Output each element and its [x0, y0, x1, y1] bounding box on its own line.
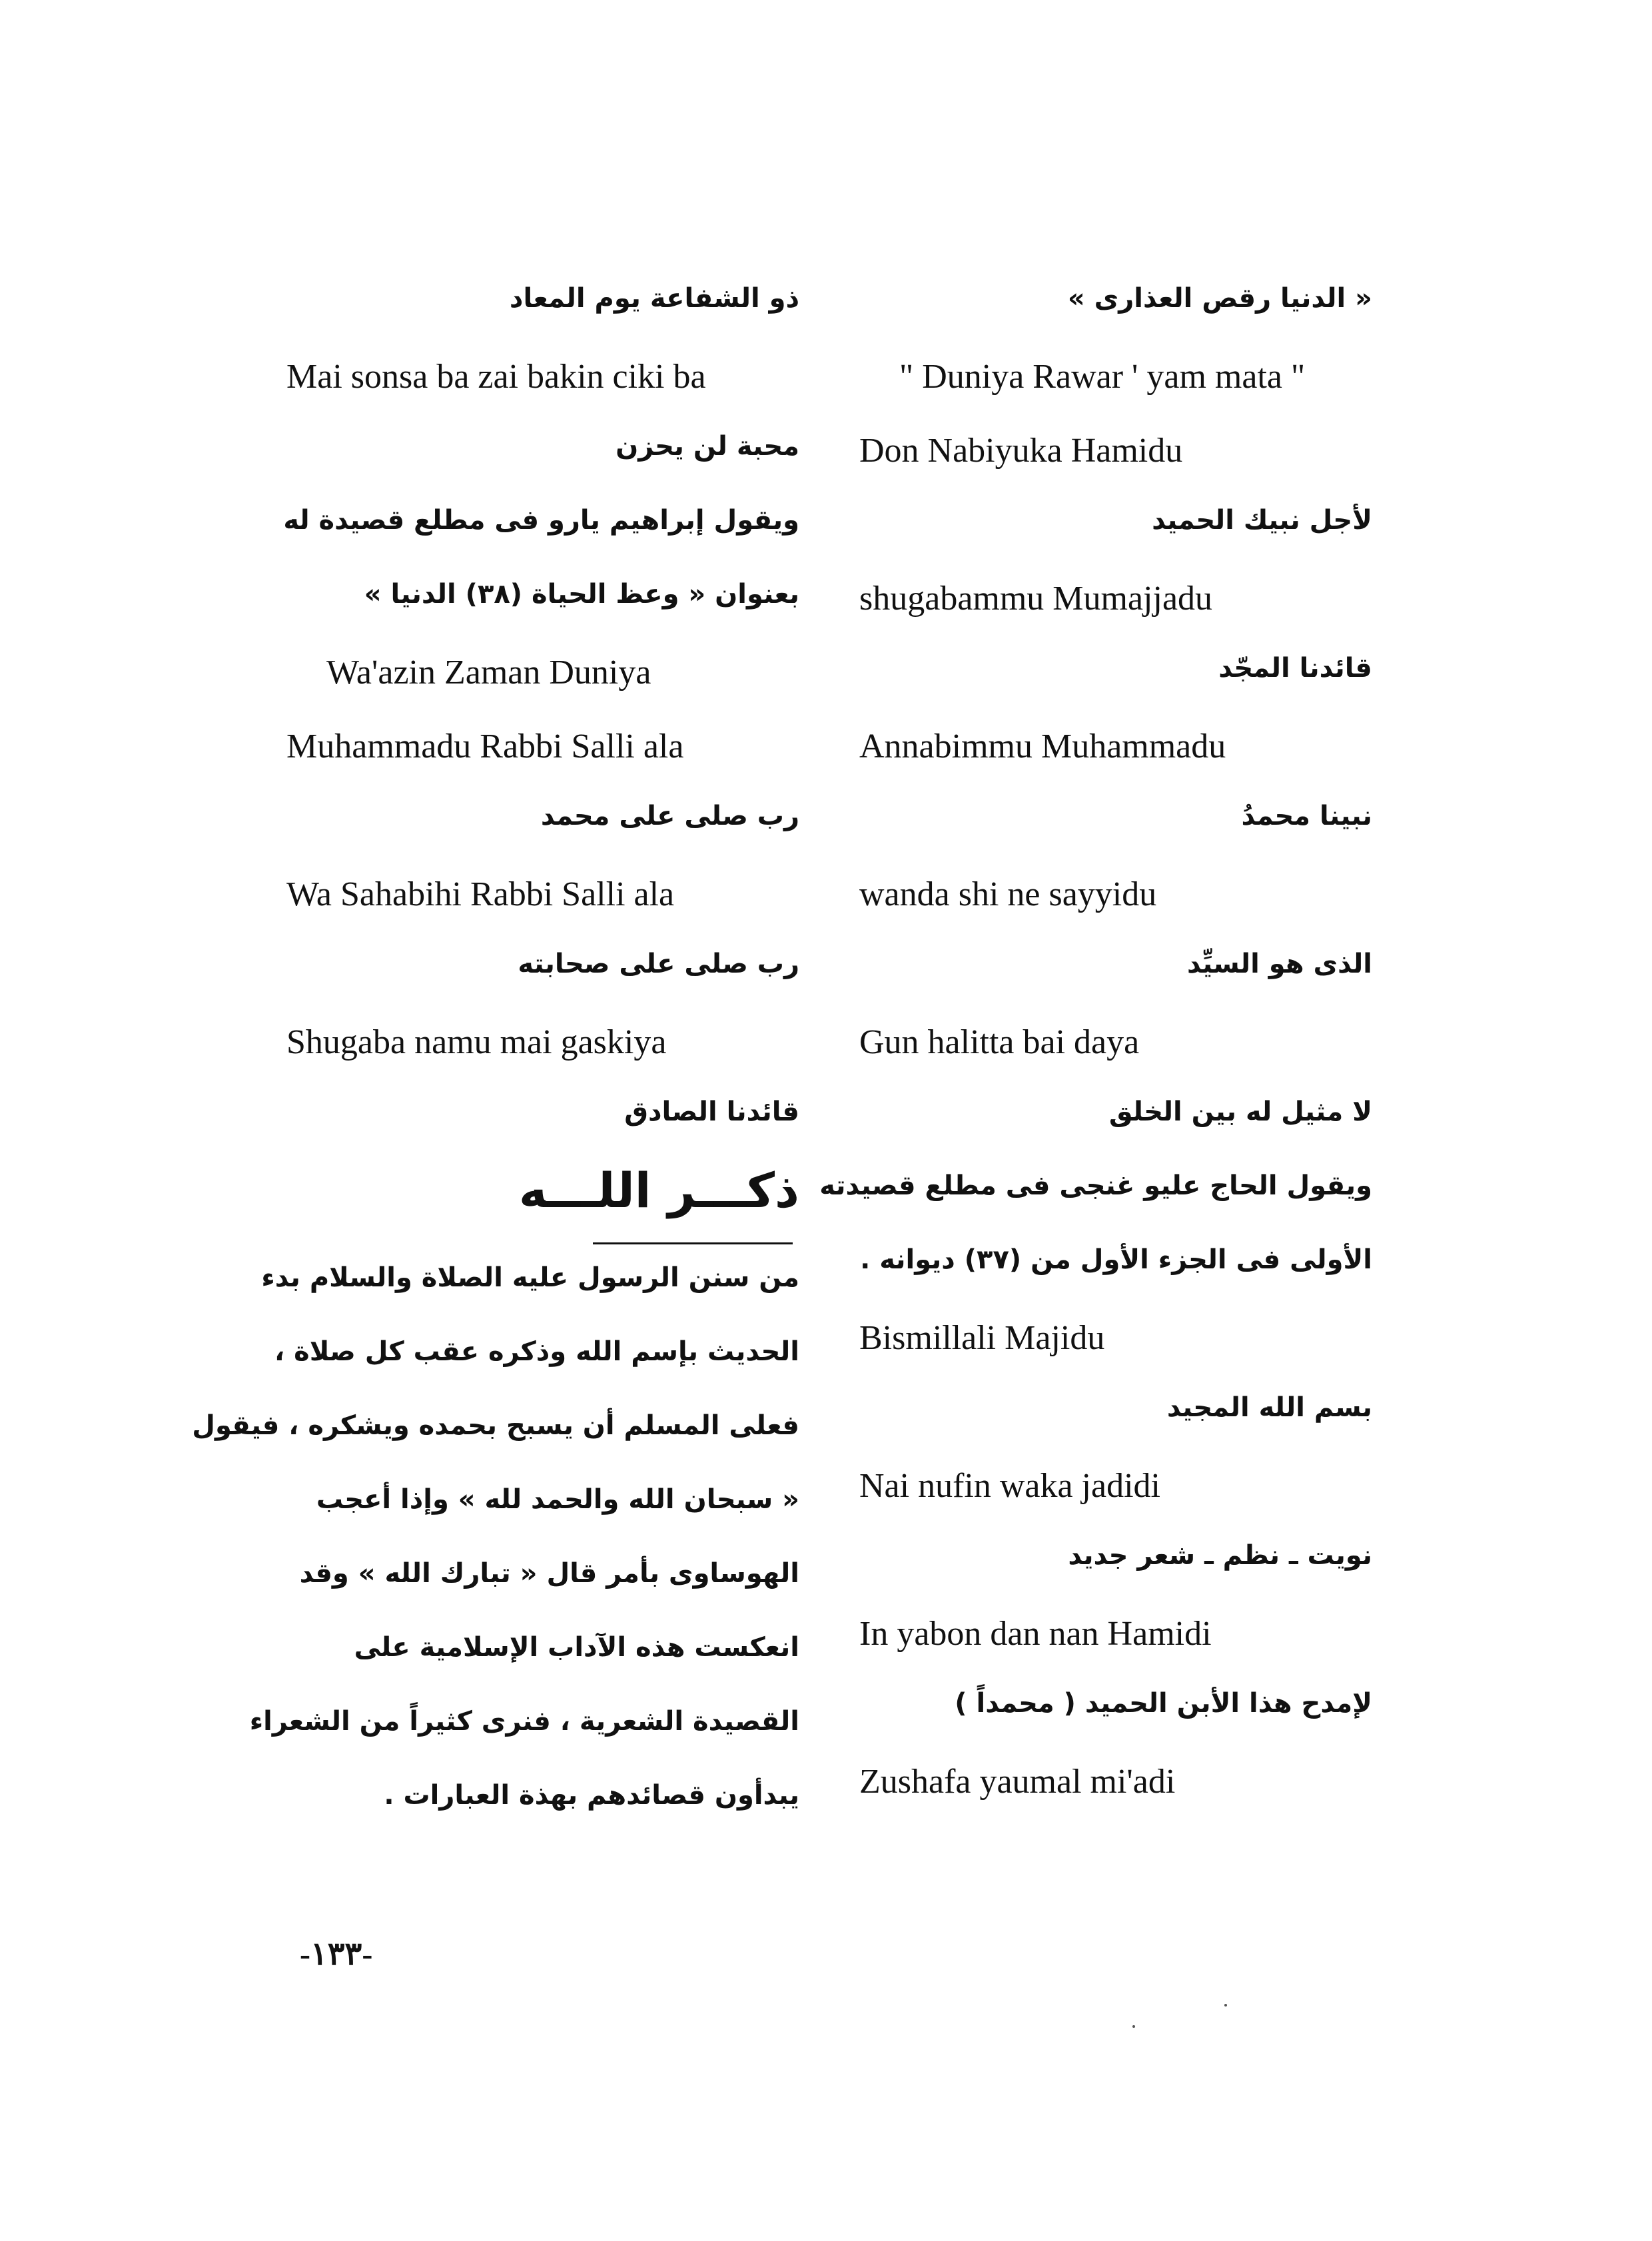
right-column-line: الأولى فى الجزء الأول من (٣٧) ديوانه . — [860, 1244, 1372, 1275]
right-column-line: Nai nufin waka jadidi — [859, 1467, 1160, 1505]
left-column-line: Wa Sahabihi Rabbi Salli ala — [286, 875, 675, 913]
right-column-line: Annabimmu Muhammadu — [859, 727, 1226, 765]
right-column-line: بسم الله المجيد — [1166, 1392, 1372, 1423]
left-column-line: Shugaba namu mai gaskiya — [286, 1023, 667, 1061]
scan-speck — [1132, 2025, 1135, 2028]
right-column-line: shugabammu Mumajjadu — [859, 580, 1213, 618]
right-column-line: Bismillali Majidu — [859, 1319, 1105, 1357]
right-column-line: " Duniya Rawar ' yam mata " — [899, 358, 1306, 396]
left-column-line: بعنوان « وعظ الحياة (٣٨) الدنيا » — [364, 579, 799, 610]
paragraph-line: يبدأون قصائدهم بهذة العبارات . — [384, 1780, 799, 1811]
right-column-line: In yabon dan nan Hamidi — [859, 1615, 1212, 1653]
right-column-line: لأجل نبيك الحميد — [1152, 505, 1372, 536]
section-heading: ذكـــر اللـــه — [518, 1162, 799, 1218]
right-column-line: نبينا محمدُ — [1241, 801, 1372, 831]
right-column-line: Gun halitta bai daya — [859, 1023, 1140, 1061]
right-column-line: الذى هو السيِّد — [1186, 949, 1372, 979]
left-column-line: قائدنا الصادق — [624, 1097, 799, 1127]
right-column-line: Zushafa yaumal mi'adi — [859, 1763, 1176, 1801]
left-column-line: محبة لن يحزن — [616, 431, 799, 462]
right-column-line: قائدنا المجّد — [1218, 653, 1372, 683]
right-column-line: « الدنيا رقص العذارى » — [1067, 283, 1372, 314]
paragraph-line: فعلى المسلم أن يسبح بحمده ويشكره ، فيقول — [192, 1410, 799, 1441]
right-column-line: لا مثيل له بين الخلق — [1108, 1097, 1372, 1127]
right-column-line: wanda shi ne sayyidu — [859, 875, 1157, 913]
right-column-line: ويقول الحاج عليو غنجى فى مطلع قصيدته — [819, 1170, 1372, 1201]
right-column-line: لإمدح هذا الأبن الحميد ( محمداً ) — [955, 1688, 1372, 1719]
paragraph-line: من سنن الرسول عليه الصلاة والسلام بدء — [261, 1262, 799, 1293]
left-column-line: ذو الشفاعة يوم المعاد — [509, 283, 799, 314]
scan-speck — [1224, 2004, 1227, 2007]
paragraph-line: القصيدة الشعرية ، فنرى كثيراً من الشعراء — [249, 1706, 799, 1737]
left-column-line: رب صلى على محمد — [540, 801, 799, 831]
paragraph-line: « سبحان الله والحمد لله » وإذا أعجب — [316, 1484, 799, 1515]
left-column-line: Mai sonsa ba zai bakin ciki ba — [286, 358, 706, 396]
paragraph-line: الحديث بإسم الله وذكره عقب كل صلاة ، — [274, 1336, 799, 1367]
paragraph-line: الهوساوى بأمر قال « تبارك الله » وقد — [299, 1558, 799, 1589]
heading-underline — [593, 1242, 793, 1244]
left-column-line: ويقول إبراهيم يارو فى مطلع قصيدة له — [283, 505, 799, 536]
left-column-line: رب صلى على صحابته — [518, 949, 799, 979]
left-column-line: Wa'azin Zaman Duniya — [326, 654, 651, 691]
right-column-line: Don Nabiyuka Hamidu — [859, 432, 1183, 470]
left-column-line: Muhammadu Rabbi Salli ala — [286, 727, 684, 765]
right-column-line: نويت ـ نظم ـ شعر جديد — [1068, 1540, 1372, 1571]
page-number: -١٣٣- — [300, 1937, 373, 1972]
paragraph-line: انعكست هذه الآداب الإسلامية على — [354, 1632, 799, 1663]
